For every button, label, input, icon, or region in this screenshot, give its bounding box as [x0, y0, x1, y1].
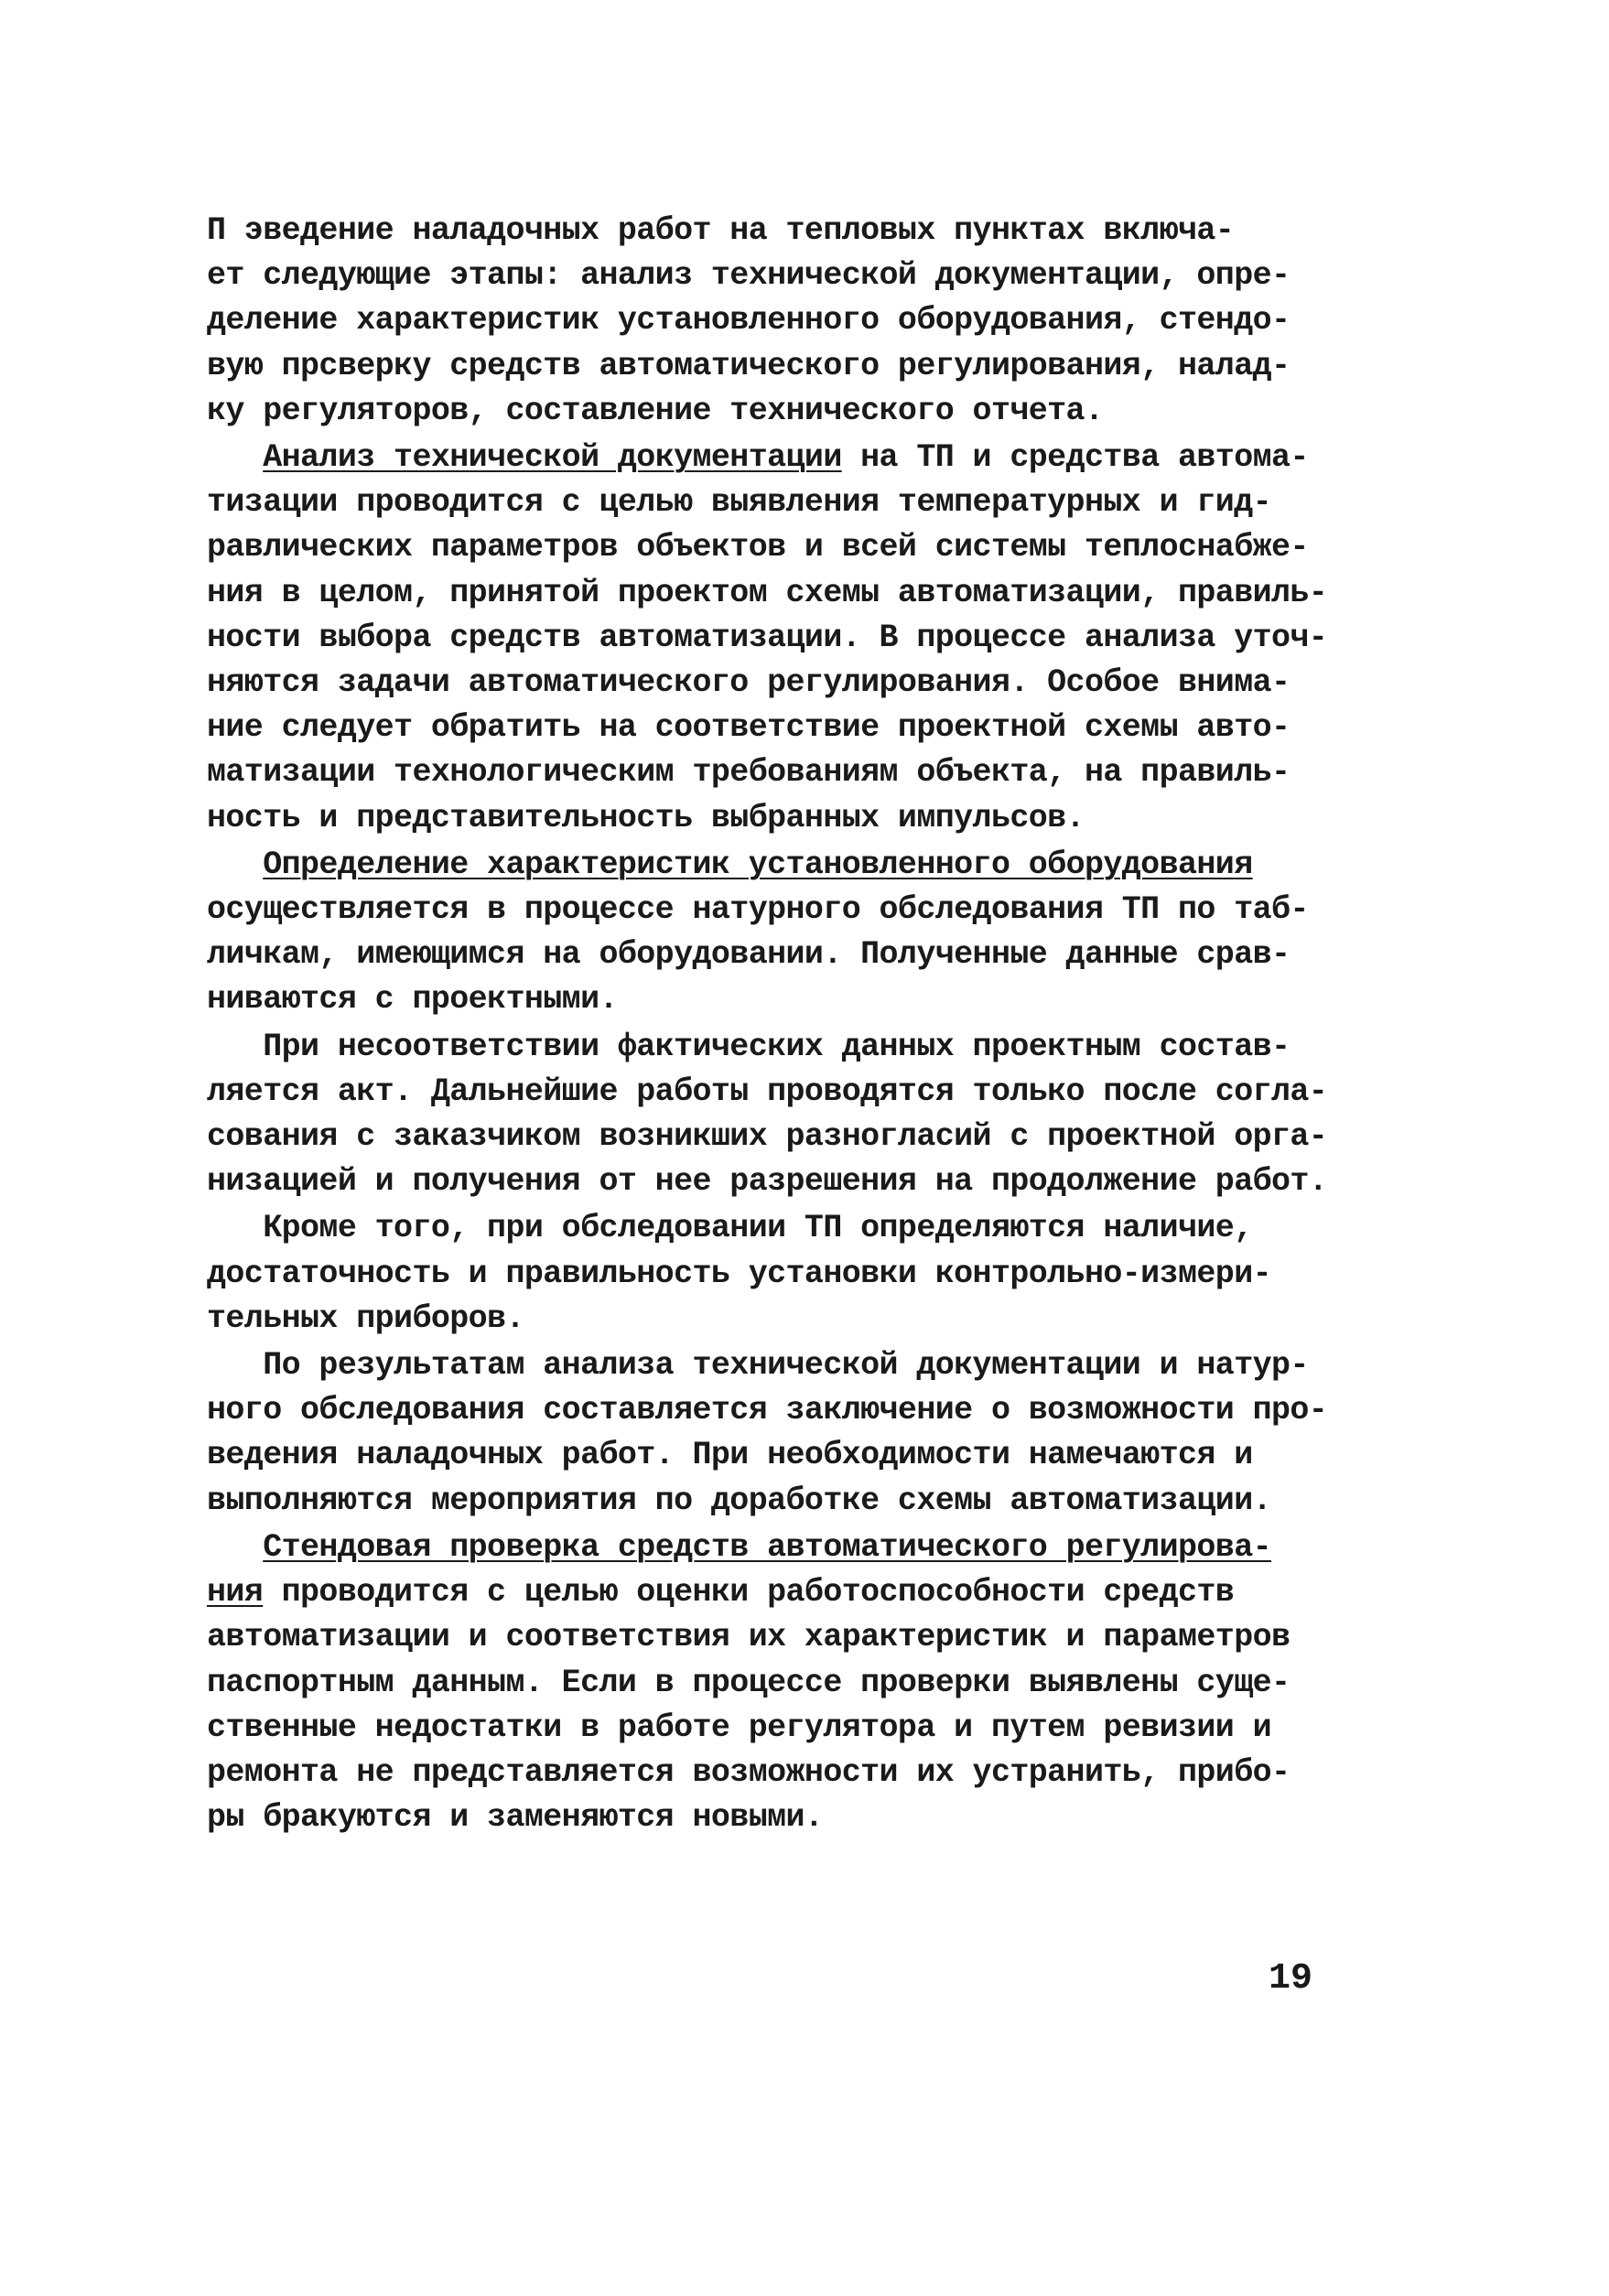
- text-line: [207, 1070, 1342, 1115]
- text-segment: ние следует обратить на соответствие проектной схемы авто-: [207, 709, 1290, 747]
- document-body: [207, 209, 1342, 1842]
- text-line: [207, 1159, 1342, 1204]
- text-segment: ляется акт. Дальнейшие работы проводятся только после согла-: [207, 1073, 1328, 1110]
- text-segment: [207, 439, 263, 476]
- text-segment: выполняются мероприятия по доработке схемы автоматизации.: [207, 1482, 1271, 1519]
- section-heading: ния: [207, 1574, 264, 1612]
- text-line: [207, 1343, 1342, 1388]
- text-segment: По результатам анализа технической документации и натур-: [207, 1347, 1309, 1385]
- text-segment: личкам, имеющимся на оборудовании. Полученные данные срав-: [207, 936, 1290, 974]
- text-segment: ственные недостатки в работе регулятора и путем ревизии и: [207, 1709, 1271, 1746]
- text-segment: низацией и получения от нее разрешения на продолжение работ.: [207, 1163, 1328, 1201]
- paragraph: [207, 1525, 1342, 1840]
- text-segment: ры бракуются и заменяются новыми.: [207, 1799, 824, 1837]
- text-line: [207, 661, 1342, 706]
- text-segment: достаточность и правильность установки контрольно-измери-: [207, 1255, 1271, 1292]
- text-segment: сования с заказчиком возникших разногласий с проектной орга-: [207, 1118, 1328, 1156]
- text-line: [207, 616, 1342, 661]
- paragraph: [207, 436, 1342, 841]
- text-segment: тельных приборов.: [207, 1299, 524, 1337]
- text-segment: ного обследования составляется заключение о возможности про-: [207, 1392, 1328, 1429]
- text-line: [207, 1433, 1342, 1478]
- section-heading: Определение характеристик установленного оборудования: [263, 846, 1253, 883]
- text-line: [207, 1388, 1342, 1433]
- text-line: [207, 1115, 1342, 1159]
- text-segment: При несоответствии фактических данных проектным состав-: [207, 1028, 1290, 1065]
- text-segment: осуществляется в процессе натурного обследования ТП по таб-: [207, 891, 1309, 929]
- text-segment: ность и представительность выбранных импульсов.: [207, 799, 1085, 836]
- text-line: [207, 571, 1342, 616]
- text-segment: тизации проводится с целью выявления температурных и гид-: [207, 484, 1271, 522]
- text-segment: няются задачи автоматического регулирования. Особое внима-: [207, 664, 1290, 702]
- paragraph: [207, 209, 1342, 434]
- text-segment: ремонта не представляется возможности их устранить, прибо-: [207, 1753, 1290, 1791]
- text-segment: автоматизации и соответствия их характеристик и параметров: [207, 1619, 1290, 1656]
- text-segment: равлических параметров объектов и всей системы теплоснабже-: [207, 529, 1309, 566]
- text-line: [207, 1751, 1342, 1795]
- text-segment: ведения наладочных работ. При необходимости намечаются и: [207, 1437, 1253, 1474]
- text-line: [207, 344, 1342, 389]
- text-segment: ет следующие этапы: анализ технической документации, опре-: [207, 257, 1290, 295]
- page-number: 19: [1269, 1958, 1313, 2000]
- text-segment: ности выбора средств автоматизации. В процессе анализа уточ-: [207, 619, 1328, 656]
- text-line: [207, 525, 1342, 570]
- paragraph: [207, 843, 1342, 1023]
- text-line: [207, 436, 1342, 480]
- text-segment: на ТП и средства автома-: [841, 439, 1309, 477]
- text-line: [207, 1706, 1342, 1751]
- text-segment: [207, 1529, 263, 1566]
- text-line: [207, 480, 1342, 525]
- text-segment: вую прсверку средств автоматического регулирования, налад-: [207, 347, 1290, 384]
- text-segment: ку регуляторов, составление технического отчета.: [207, 392, 1104, 429]
- text-line: [207, 750, 1342, 795]
- text-segment: [207, 846, 263, 883]
- text-line: [207, 298, 1342, 343]
- text-line: [207, 1661, 1342, 1706]
- text-segment: ниваются с проектными.: [207, 981, 618, 1019]
- text-line: [207, 1795, 1342, 1840]
- text-line: [207, 1206, 1342, 1251]
- text-segment: матизации технологическим требованиям объекта, на правиль-: [207, 754, 1290, 792]
- text-segment: деление характеристик установленного оборудования, стендо-: [207, 302, 1290, 340]
- text-line: [207, 389, 1342, 434]
- text-line: [207, 209, 1342, 253]
- text-line: [207, 1025, 1342, 1070]
- text-line: [207, 888, 1342, 932]
- paragraph: [207, 1343, 1342, 1524]
- text-line: [207, 932, 1342, 977]
- text-segment: паспортным данным. Если в процессе проверки выявлены суще-: [207, 1664, 1290, 1701]
- section-heading: Стендовая проверка средств автоматического регулирова-: [263, 1528, 1272, 1566]
- text-segment: Кроме того, при обследовании ТП определяются наличие,: [207, 1210, 1253, 1247]
- paragraph: [207, 1025, 1342, 1205]
- text-line: [207, 1252, 1342, 1297]
- text-segment: ния в целом, принятой проектом схемы автоматизации, правиль-: [207, 574, 1328, 611]
- text-line: [207, 1525, 1342, 1570]
- text-line: [207, 1570, 1342, 1615]
- text-line: [207, 1615, 1342, 1660]
- text-line: [207, 796, 1342, 841]
- text-line: [207, 1479, 1342, 1524]
- text-line: [207, 843, 1342, 888]
- section-heading: Анализ технической документации: [263, 439, 842, 477]
- text-line: [207, 977, 1342, 1022]
- text-segment: проводится с целью оценки работоспособности средств: [263, 1574, 1235, 1612]
- text-line: [207, 253, 1342, 298]
- text-line: [207, 706, 1342, 750]
- text-segment: П эведение наладочных работ на тепловых пунктах включа-: [207, 212, 1235, 249]
- text-line: [207, 1297, 1342, 1342]
- paragraph: [207, 1206, 1342, 1342]
